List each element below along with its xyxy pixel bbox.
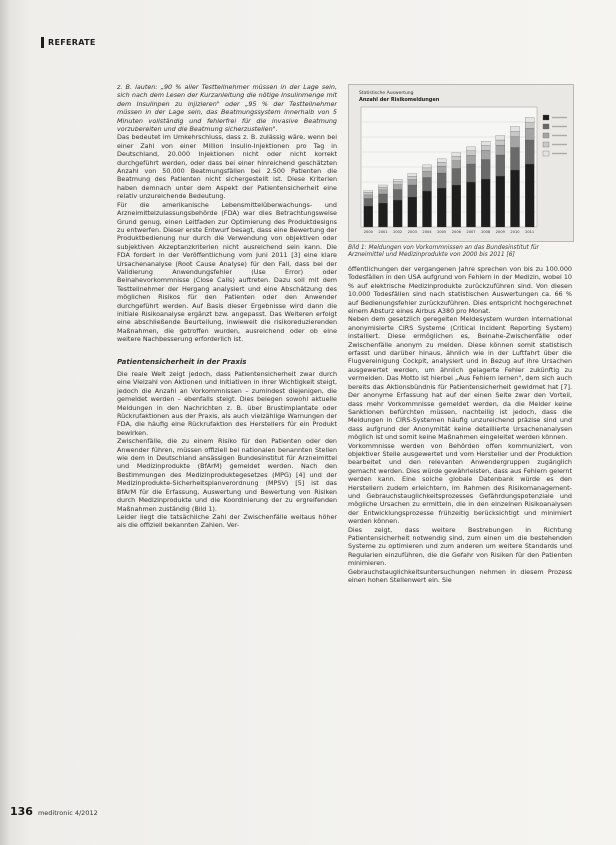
section-marker	[41, 37, 44, 48]
section-header	[41, 37, 96, 48]
bar-segment	[510, 137, 519, 148]
paragraph: Leider liegt die tatsächliche Zahl der Zwischenfälle weitaus höher als die offiziell bekannten Zahlen. Ver-	[117, 512, 337, 530]
bar-segment	[437, 162, 446, 166]
bar-segment	[481, 145, 490, 150]
bar-segment	[437, 188, 446, 227]
bar-segment	[481, 160, 490, 180]
page-number: 136	[10, 805, 33, 818]
bar-segment	[481, 150, 490, 159]
bar-segment	[452, 157, 461, 161]
paragraph: Die reale Welt zeigt jedoch, dass Patientensicherheit zwar durch eine Vielzahl von Aktionen und Initiativen in ihrer Wichtigkeit steigt, jedoch die Anzahl an Vorkommnissen – zumindest diejenigen, die gemeldet werden – ebenfalls steigt. Dies belegen sowohl aktuelle Meldungen in den Nachrichten z. B. über Brustimplantate oder Rückrufaktionen aus der Praxis, als auch vielzählige Warnungen der FDA, die häufig eine Rückrufaktion des Herstellers für ein Produkt bewirken.	[117, 370, 337, 437]
bar-segment	[452, 153, 461, 157]
paragraph: Neben dem gesetzlich geregelten Meldesystem wurden international anonymisierte CIRS Systeme (Critical Incident Reporting System) installiert. Diese ermöglichen es, Beinahe-Zwischenfälle oder Zwischenfälle anonym zu melden. Diese können somit statistisch erfasst und darüber hinaus, ähnlich wie in der Luftfahrt über die Flugvereinigung Cockpit, analysiert und in Bezug auf ihre Ursachen ausgewertet werden, um ähnlich gelagerte Fehler zukünftig zu vermeiden. Das Motto ist hierbei „Aus Fehlern lernen", dem sich auch bereits das Aktionsbündnis für Patientensicherheit gewidmet hat [7]. Der anonyme Erfassung hat auf der einen Seite zwar den Vorteil, dass mehr Vorkommnisse gemeldet werden, da die Melder keine Sanktionen befürchten müssen, nachteilig ist jedoch, dass die Meldungen in CIRS-Systemen häufig unzureichend präzise sind und dass aufgrund der Anonymität keine detaillierte Ursachenanalysen möglich ist und somit keine Maßnahmen eingeleitet werden können.	[348, 315, 572, 442]
subheading: Patientensicherheit in der Praxis	[117, 357, 247, 366]
bar-segment	[408, 180, 417, 185]
bar-segment	[422, 168, 431, 172]
x-tick-label: 2006	[451, 230, 461, 234]
x-tick-label: 2007	[466, 230, 476, 234]
bar-chart	[349, 85, 575, 243]
bar-segment	[422, 172, 431, 178]
bar-segment	[364, 199, 373, 207]
figure	[348, 84, 574, 260]
bar-segment	[496, 176, 505, 227]
bar-segment	[393, 185, 402, 190]
bar-segment	[437, 173, 446, 188]
x-tick-label: 2002	[393, 230, 403, 234]
x-tick-label: 2005	[437, 230, 447, 234]
bar-segment	[437, 159, 446, 162]
bar-segment	[364, 191, 373, 193]
legend-swatch	[543, 151, 549, 156]
bar-segment	[452, 161, 461, 169]
bar-segment	[496, 145, 505, 155]
paragraph: Gebrauchstauglichkeitsuntersuchungen nehmen in diesem Prozess einen hohen Stellenwert ein. Sie	[348, 567, 572, 585]
bar-segment	[525, 164, 534, 227]
bar-segment	[364, 206, 373, 227]
magazine-name: meditronic 4/2012	[37, 809, 98, 817]
figure-caption: Bild 1: Meldungen von Vorkommnissen an das Bundesinstitut für Arzneimittel und Medizinprodukte von 2000 bis 2011 [6]	[348, 245, 539, 259]
bar-segment	[496, 136, 505, 141]
bar-segment	[437, 166, 446, 173]
x-tick-label: 2010	[510, 230, 520, 234]
x-tick-label: 2004	[422, 230, 432, 234]
x-tick-label: 2011	[525, 230, 535, 234]
page-footer	[10, 805, 98, 818]
bar-segment	[481, 141, 490, 145]
bar-segment	[452, 185, 461, 227]
bar-segment	[364, 195, 373, 199]
paragraph: Zwischenfälle, die zu einem Risiko für den Patienten oder den Anwender führen, müssen offiziell bei nationalen benannten Stellen wie dem in Deutschland ansässigen Bundesinstitut für Arzneimittel und Medizinprodukte (BfArM) gemeldet werden. Nach den Bestimmungen des Medizinproduktegesetzes (MPG) [4] und der Medizinprodukte-Sicherheitsplanverordnung (MPSV) [5] ist das BfArM für die Erfassung, Auswertung und Bewertung von Risiken durch Medizinprodukte und die Koordinierung der zu ergreifenden Maßnahmen zuständig (Bild 1).	[117, 437, 337, 513]
section-label: REFERATE	[48, 38, 96, 47]
paragraph: Vorkommnisse werden von Behörden offen kommuniziert, von objektiver Stelle ausgewertet und vom Hersteller und der Produktion bearbeitet und den relevanten Anwendergruppen zugänglich gemacht werden. Dies würde gewährleisten, dass aus Fehlern gelernt werden kann. Eine solche globale Datenbank würde es den Herstellern zudem erleichtern, im Rahmen des Risikomanagement- und Gebrauchstauglichkeitsprozesses Gefährdungspotenziale und mögliche Ursachen zu ermitteln, die in den einzelnen Risikoanalysen der Entwicklungsprozesse frühzeitig berücksichtigt und minimiert werden können.	[348, 441, 572, 526]
legend-swatch	[543, 142, 549, 147]
bar-segment	[393, 182, 402, 185]
bar-segment	[408, 176, 417, 179]
bar-segment	[408, 185, 417, 197]
x-tick-label: 2003	[407, 230, 417, 234]
x-tick-label: 2009	[495, 230, 505, 234]
paragraph: öffentlichungen der vergangenen Jahre sprechen von bis zu 100.000 Todesfällen in den USA aufgrund von Fehlern in der Medizin, wobei 10 % auf elektrische Medizinprodukte zurückzuführen sind. Von diesen 10.000 Todesfällen sind nach statistischen Auswertungen ca. 66 % auf Bedienungsfehler zurückzuführen. Dies entspricht hochgerechnet einem Absturz eines Airbus A380 pro Monat.	[348, 265, 572, 316]
bar-segment	[525, 140, 534, 164]
bar-segment	[481, 179, 490, 227]
bar-segment	[378, 185, 387, 187]
left-column	[117, 83, 337, 530]
legend-swatch	[543, 124, 549, 129]
chart-subtitle: Anzahl der Risikomeldungen	[359, 97, 440, 103]
legend-swatch	[543, 133, 549, 138]
legend-swatch	[543, 115, 549, 120]
x-tick-label: 2008	[481, 230, 491, 234]
paragraph: Dies zeigt, dass weitere Bestrebungen in Richtung Patientensicherheit notwendig sind, zum einen um die bestehenden Systeme zu optimieren und zum anderen um weitere Standards und Regularien einzuführen, die die Gefahr von Risiken für den Patienten minimieren.	[348, 525, 572, 568]
intro-quote: z. B. lauten: „90 % aller Testteilnehmer müssen in der Lage sein, sich nach dem Lesen der Kurzanleitung die nötige Insulinmenge mit dem Insulinpen zu injizieren" oder „95 % der Testteilnehmer müssen in der Lage sein, das Beatmungssystem innerhalb von 5 Minuten vollständig und fehlerfrei für die invasive Beatmung vorzubereiten und die Beatmung sicherzustellen".	[117, 83, 337, 134]
bar-segment	[378, 187, 387, 190]
bar-segment	[525, 128, 534, 140]
bar-segment	[378, 203, 387, 227]
x-tick-label: 2001	[378, 230, 388, 234]
bar-segment	[452, 169, 461, 186]
bar-segment	[378, 194, 387, 203]
bar-segment	[393, 200, 402, 227]
bar-segment	[378, 190, 387, 194]
bar-segment	[393, 179, 402, 181]
bar-segment	[510, 131, 519, 136]
bar-segment	[393, 190, 402, 201]
bar-segment	[364, 193, 373, 195]
bar-segment	[496, 140, 505, 145]
bar-segment	[525, 123, 534, 129]
bar-segment	[510, 127, 519, 132]
bar-segment	[408, 197, 417, 227]
bar-segment	[510, 170, 519, 227]
bar-segment	[525, 118, 534, 123]
bar-segment	[510, 148, 519, 171]
chart-frame	[348, 84, 574, 242]
bar-segment	[422, 165, 431, 168]
bar-segment	[422, 191, 431, 227]
right-column	[348, 265, 572, 584]
paragraph: Das bedeutet im Umkehrschluss, dass z. B. zulässig wäre, wenn bei einer Zahl von einer Million Insulin-Injektionen pro Tag in Deutschland, 20.000 Injektionen nicht oder nicht korrekt durchgeführt werden, oder dass bei einer hinreichend geschätzten Anzahl von 50.000 Beatmungsfällen bei 2.500 Patienten die Beatmung des Patienten nicht sichergestellt ist. Diese Kriterien haben demnach unter dem Aspekt der Patientensicherheit eine relativ unzureichende Bedeutung.	[117, 133, 337, 201]
bar-segment	[466, 151, 475, 156]
bar-segment	[422, 178, 431, 192]
bar-segment	[466, 164, 475, 182]
bar-segment	[408, 174, 417, 177]
bar-segment	[496, 155, 505, 176]
paragraph: Für die amerikanische Lebensmittelüberwachungs- und Arzneimittelzulassungsbehörde (FDA) war dies Betrachtungsweise Grund genug, einen Leitfaden zur Optimierung des Produktdesigns zu entwerfen. Dieser erste Entwurf besagt, dass eine Bewertung der Produktbedienung nur durch die Verwendung von objektiven oder subjektiven Akzeptanzkriterien nicht ausreichend sein kann. Die FDA fordert in der Veröffentlichung vom Juni 2011 [3] eine klare Ursachenanalyse (Root Cause Analyse) für den Fall, dass bei der Validierung Anwendungsfehler (Use Error) oder Beinahevorkommnisse (Close Calls) auftreten. Dazu soll mit dem Testteilnehmer der Hergang analysiert und eine Abschätzung des möglichen Risikos für den Patienten oder den Anwender durchgeführt werden. Auf Basis dieser Ergebnisse wird dann die initiale Risikoanalyse ergänzt bzw. angepasst. Das Weiteren erfolgt eine abschließende Beurteilung, inwieweit die risikoreduzierenden Maßnahmen, die getroffen wurden, ausreichend oder ob eine weitere Nachbesserung erforderlich ist.	[117, 200, 337, 344]
bar-segment	[466, 147, 475, 151]
bar-segment	[466, 182, 475, 227]
chart-title: Statistische Auswertung	[359, 91, 414, 96]
x-tick-label: 2000	[363, 230, 373, 234]
bar-segment	[466, 155, 475, 164]
